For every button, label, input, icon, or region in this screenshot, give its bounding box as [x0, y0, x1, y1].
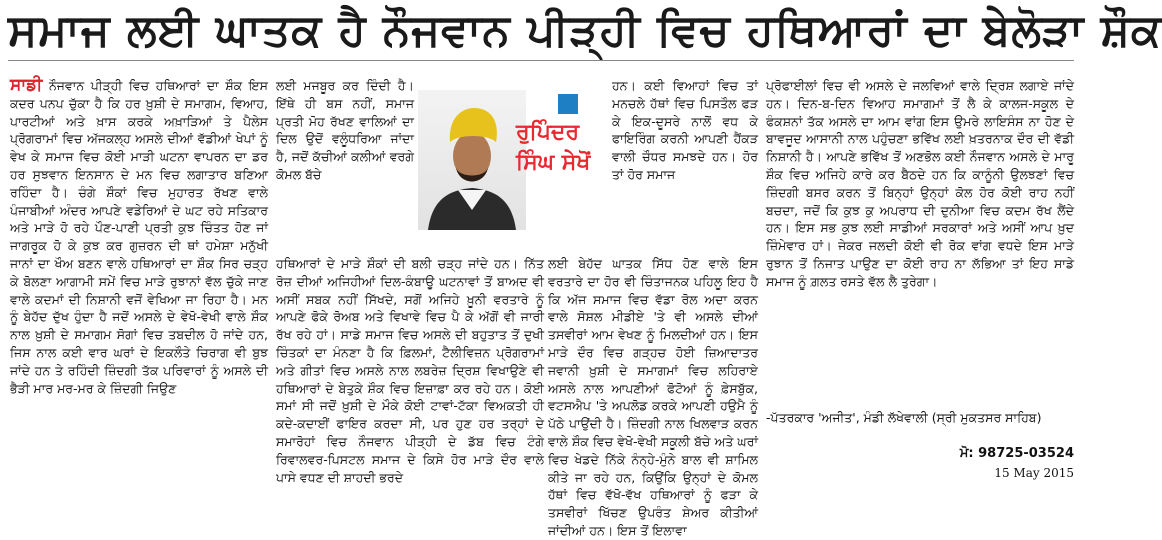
column-3-bottom [548, 255, 758, 538]
author-photo [418, 90, 526, 230]
headline: ਸਮਾਜ ਲਈ ਘਾਤਕ ਹੈ ਨੌਜਵਾਨ ਪੀੜ੍ਹੀ ਵਿਚ ਹਥਿਆਰਾਂ ਦਾ ਬੇਲੋੜਾ ਸ਼ੌਕ [8, 5, 1162, 56]
author-credit: -ਪੱਤਰਕਾਰ 'ਅਜੀਤ', ਮੰਡੀ ਲੱਖੇਵਾਲੀ (ਸ੍ਰੀ ਮੁਕਤਸਰ ਸਾਹਿਬ) [766, 410, 1042, 425]
lead-word: ਸਾਡੀ [10, 75, 43, 95]
column-3-top [612, 77, 758, 253]
column-2-top-text: ਲਈ ਮਜਬੂਰ ਕਰ ਦਿੰਦੀ ਹੈ। ਇੱਥੇ ਹੀ ਬਸ ਨਹੀਂ, ਸਮਾਜ ਪ੍ਰਤੀ ਮੋਹ ਰੱਖਣ ਵਾਲਿਆਂ ਦਾ ਦਿਲ ਉਦੋਂ ਵਲੂੰਧਰਿਆ ਜਾਂਦਾ ਹੈ, ਜਦੋਂ ਕੱਚੀਆਂ ਕਲੀਆਂ ਵਰਗੇ ਕੋਮਲ ਬੱਚੇ [276, 78, 414, 182]
column-1-text [10, 77, 268, 397]
column-1 [10, 77, 268, 525]
column-3-top-text: ਹਨ। ਕਈ ਵਿਆਹਾਂ ਵਿਚ ਤਾਂ ਮਨਚਲੇ ਹੱਥਾਂ ਵਿਚ ਪਿਸਤੌਲ ਫੜ ਕੇ ਇਕ-ਦੂਸਰੇ ਨਾਲੋਂ ਵਧ ਕੇ ਫਾਇਰਿੰਗ ਕਰਨੀ ਆਪਣੀ ਹੈਂਕੜ ਵਾਲੀ ਚੌਧਰ ਸਮਝਦੇ ਹਨ। ਹੋਰ ਤਾਂ ਹੋਰ ਸਮਾਜ [612, 78, 758, 182]
column-2-top [276, 77, 414, 253]
column-4-text: ਪ੍ਰੋਫਾਈਲਾਂ ਵਿਚ ਵੀ ਅਸਲੇ ਦੇ ਜਲਵਿਆਂ ਵਾਲੇ ਦ੍ਰਿਸ਼ ਲਗਾਏ ਜਾਂਦੇ ਹਨ। ਦਿਨ-ਬ-ਦਿਨ ਵਿਆਹ ਸਮਾਗਮਾਂ ਤੋਂ ਲੈ ਕੇ ਕਾਲਜ-ਸਕੂਲ ਦੇ ਫੰਕਸ਼ਨਾਂ ਤੱਕ ਅਸਲੇ ਦਾ ਆਮ ਵਾਂਗ ਇਸ ਉਮਰੇ ਲਾਇਸੰਸ ਨਾ ਹੋਣ ਦੇ ਬਾਵਜੂਦ ਆਸਾਨੀ ਨਾਲ ਪਹੁੰਚਣਾ ਭਵਿੱਖ ਲਈ ਖ਼ਤਰਨਾਕ ਦੌਰ ਦੀ ਵੱਡੀ ਨਿਸ਼ਾਨੀ ਹੈ। ਆਪਣੇ ਭਵਿੱਖ ਤੋਂ ਅਣਭੋਲ ਕਈ ਨੌਜਵਾਨ ਅਸਲੇ ਦੇ ਮਾਰੂ ਸ਼ੌਕ ਵਿਚ ਅਜਿਹੇ ਕਾਰੇ ਕਰ ਬੈਠਦੇ ਹਨ ਕਿ ਕਾਨੂੰਨੀ ਉਲਝਣਾਂ ਵਿਚ ਜ਼ਿੰਦਗੀ ਬਸਰ ਕਰਨ ਤੋਂ ਬਿਨ੍ਹਾਂ ਉਨ੍ਹਾਂ ਕੋਲ ਹੋਰ ਕੋਈ ਰਾਹ ਨਹੀਂ ਬਚਦਾ, ਜਦੋਂ ਕਿ ਕੁਝ ਕੁ ਅਪਰਾਧ ਦੀ ਦੁਨੀਆ ਵਿਚ ਕਦਮ ਰੱਖ ਲੈਂਦੇ ਹਨ। ਇਸ ਸਭ ਕੁਝ ਲਈ ਸਾਡੀਆਂ ਸਰਕਾਰਾਂ ਅਤੇ ਅਸੀਂ ਆਪ ਖ਼ੁਦ ਜ਼ਿੰਮੇਵਾਰ ਹਾਂ। ਜੇਕਰ ਜਲਦੀ ਕੋਈ ਵੀ ਰੋਕ ਵਾਂਗ ਵਧਦੇ ਇਸ ਮਾੜੇ ਰੁਝਾਨ ਤੋਂ ਨਿਜਾਤ ਪਾਉਣ ਦਾ ਕੋਈ ਰਾਹ ਨਾ ਲੱਭਿਆ ਤਾਂ ਇਹ ਸਾਡੇ ਸਮਾਜ ਨੂੰ ਗ਼ਲਤ ਰਸਤੇ ਵੱਲ ਲੈ ਤੁਰੇਗਾ। [766, 78, 1074, 289]
column-1-body: ਨੌਜਵਾਨ ਪੀੜ੍ਹੀ ਵਿਚ ਹਥਿਆਰਾਂ ਦਾ ਸ਼ੌਕ ਇਸ ਕਦਰ ਪਨਪ ਚੁੱਕਾ ਹੈ ਕਿ ਹਰ ਖ਼ੁਸ਼ੀ ਦੇ ਸਮਾਗਮ, ਵਿਆਹ, ਪਾਰਟੀਆਂ ਅਤੇ ਖ਼ਾਸ ਕਰਕੇ ਅਖ਼ਾੜਿਆਂ ਤੇ ਪੈਲੇਸ ਪ੍ਰੋਗਰਾਮਾਂ ਵਿਚ ਅੱਜਕਲ੍ਹ ਅਸਲੇ ਦੀਆਂ ਵੱਡੀਆਂ ਖੇਪਾਂ ਨੂੰ ਵੇਖ ਕੇ ਸਮਾਜ ਵਿਚ ਕੋਈ ਮਾੜੀ ਘਟਨਾ ਵਾਪਰਨ ਦਾ ਡਰ ਹਰ ਸੁਝਵਾਨ ਇਨਸਾਨ ਦੇ ਮਨ ਵਿਚ ਲਗਾਤਾਰ ਬਣਿਆ ਰਹਿੰਦਾ ਹੈ। ਚੰਗੇ ਸ਼ੌਕਾਂ ਵਿਚ ਮੁਹਾਰਤ ਰੱਖਣ ਵਾਲੇ ਪੰਜਾਬੀਆਂ ਅੰਦਰ ਆਪਣੇ ਵਡੇਰਿਆਂ ਦੇ ਘਟ ਰਹੇ ਸਤਿਕਾਰ ਅਤੇ ਮਾੜੇ ਹੋ ਰਹੇ ਪੌਣ-ਪਾਣੀ ਪ੍ਰਤੀ ਕੁਝ ਚਿੰਤਤ ਹੋਣ ਜਾਂ ਜਾਗਰੂਕ ਹੋ ਕੇ ਕੁਝ ਕਰ ਗੁਜ਼ਰਨ ਦੀ ਥਾਂ ਹਮੇਸ਼ਾ ਮਨੁੱਖੀ ਜਾਨਾਂ ਦਾ ਖੌਅ ਬਣਨ ਵਾਲੇ ਹਥਿਆਰਾਂ ਦਾ ਸ਼ੌਕ ਸਿਰ ਚੜ੍ਹ ਕੇ ਬੋਲਣਾ ਆਗਾਮੀ ਸਮੇਂ ਵਿਚ ਮਾੜੇ ਰੁਝਾਨਾਂ ਵੱਲ ਚੁੱਕੇ ਜਾਣ ਵਾਲੇ ਕਦਮਾਂ ਦੀ ਨਿਸ਼ਾਨੀ ਵਜੋਂ ਵੇਖਿਆ ਜਾ ਰਿਹਾ ਹੈ। ਮਨ ਨੂੰ ਬੇਹੱਦ ਦੁੱਖ ਹੁੰਦਾ ਹੈ ਜਦੋਂ ਅਸਲੇ ਦੇ ਵੇਖੋ-ਵੇਖੀ ਵਾਲੇ ਸ਼ੌਕ ਨਾਲ ਖ਼ੁਸ਼ੀ ਦੇ ਸਮਾਗਮ ਸੋਗਾਂ ਵਿਚ ਤਬਦੀਲ ਹੋ ਜਾਂਦੇ ਹਨ, ਜਿਸ ਨਾਲ ਕਈ ਵਾਰ ਘਰਾਂ ਦੇ ਇਕਲੌਤੇ ਚਿਰਾਗ ਵੀ ਬੁਝ ਜਾਂਦੇ ਹਨ ਤੇ ਰਹਿੰਦੀ ਜ਼ਿੰਦਗੀ ਤੱਕ ਪਰਿਵਾਰਾਂ ਨੂੰ ਅਸਲੇ ਦੀ ਭੈੜੀ ਮਾਰ ਮਰ-ਮਰ ਕੇ ਜ਼ਿੰਦਗੀ ਜਿਉਣ [10, 78, 268, 396]
accent-square [558, 94, 578, 114]
author-phone: ਮੋ: 98725-03524 [959, 446, 1074, 461]
author-byline [418, 90, 608, 250]
author-name: ਰੁਪਿੰਦਰ ਸਿੰਘ ਸੇਖੋਂ [516, 120, 591, 175]
column-2-bottom-text: ਹਥਿਆਰਾਂ ਦੇ ਮਾੜੇ ਸ਼ੌਕਾਂ ਦੀ ਬਲੀ ਚੜ੍ਹ ਜਾਂਦੇ ਹਨ। ਨਿੱਤ ਰੋਜ਼ ਦੀਆਂ ਅਜਿਹੀਆਂ ਦਿਲ-ਕੰਬਾਊ ਘਟਨਾਵਾਂ ਤੋਂ ਬਾਅਦ ਵੀ ਅਸੀਂ ਸਬਕ ਨਹੀਂ ਸਿੱਖਦੇ, ਸਗੋਂ ਅਜਿਹੇ ਖ਼ੂਨੀ ਵਰਤਾਰੇ ਨੂੰ ਆਪਣੇ ਫੋਕੇ ਰੋਅਬ ਅਤੇ ਵਿਖਾਵੇ ਵਿਚ ਪੈ ਕੇ ਅੱਗੋਂ ਵੀ ਜਾਰੀ ਰੱਖ ਰਹੇ ਹਾਂ। ਸਾਡੇ ਸਮਾਜ ਵਿਚ ਅਸਲੇ ਦੀ ਬਹੁਤਾਤ ਤੋਂ ਦੁਖੀ ਚਿੰਤਕਾਂ ਦਾ ਮੰਨਣਾ ਹੈ ਕਿ ਫ਼ਿਲਮਾਂ, ਟੈਲੀਵਿਜ਼ਨ ਪ੍ਰੋਗਰਾਮਾਂ ਅਤੇ ਗੀਤਾਂ ਵਿਚ ਅਸਲੇ ਨਾਲ ਲਬਰੇਜ਼ ਦ੍ਰਿਸ਼ ਵਿਖਾਉਣੇ ਵੀ ਹਥਿਆਰਾਂ ਦੇ ਬੇਤੁਕੇ ਸ਼ੌਕ ਵਿਚ ਇਜ਼ਾਫ਼ਾ ਕਰ ਰਹੇ ਹਨ। ਕੋਈ ਸਮਾਂ ਸੀ ਜਦੋਂ ਖ਼ੁਸ਼ੀ ਦੇ ਮੌਕੇ ਕੋਈ ਟਾਵਾਂ-ਟੱਕਾ ਵਿਅਕਤੀ ਹੀ ਕਦੇ-ਕਦਾਈਂ ਫਾਇਰ ਕਰਦਾ ਸੀ, ਪਰ ਹੁਣ ਹਰ ਤਰ੍ਹਾਂ ਦੇ ਸਮਾਰੋਹਾਂ ਵਿਚ ਨੌਜਵਾਨ ਪੀੜ੍ਹੀ ਦੇ ਡੱਬ ਵਿਚ ਟੰਗੇ ਰਿਵਾਲਵਰ-ਪਿਸਟਲ ਸਮਾਜ ਦੇ ਕਿਸੇ ਹੋਰ ਮਾੜੇ ਦੌਰ ਵਾਲੇ ਪਾਸੇ ਵਧਣ ਦੀ ਸ਼ਾਹਦੀ ਭਰਦੇ [276, 256, 544, 485]
headline-rule [8, 60, 1074, 61]
column-3-bottom-text: ਲਈ ਬੇਹੱਦ ਘਾਤਕ ਸਿੱਧ ਹੋਣ ਵਾਲੇ ਇਸ ਵਰਤਾਰੇ ਦਾ ਹੋਰ ਵੀ ਚਿੰਤਾਜਨਕ ਪਹਿਲੂ ਇਹ ਹੈ ਕਿ ਅੱਜ ਸਮਾਜ ਵਿਚ ਵੱਡਾ ਰੋਲ ਅਦਾ ਕਰਨ ਵਾਲੇ ਸੋਸ਼ਲ ਮੀਡੀਏ 'ਤੇ ਵੀ ਅਸਲੇ ਦੀਆਂ ਤਸਵੀਰਾਂ ਆਮ ਵੇਖਣ ਨੂੰ ਮਿਲਦੀਆਂ ਹਨ। ਇਸ ਮਾੜੇ ਦੌਰ ਵਿਚ ਗੜ੍ਹਚ ਹੋਈ ਜ਼ਿਆਦਾਤਰ ਜਵਾਨੀ ਖ਼ੁਸ਼ੀ ਦੇ ਸਮਾਗਮਾਂ ਵਿਚ ਲਹਿਰਾਏ ਅਸਲੇ ਨਾਲ ਆਪਣੀਆਂ ਫੋਟੋਆਂ ਨੂੰ ਫ਼ੇਸਬੁੱਕ, ਵਟਸਐਪ 'ਤੇ ਅਪਲੋਡ ਕਰਕੇ ਆਪਣੀ ਹਉਮੈ ਨੂੰ ਪੱਠੇ ਪਾਉਂਦੀ ਹੈ। ਜ਼ਿੰਦਗੀ ਨਾਲ ਖਿਲਵਾੜ ਕਰਨ ਵਾਲੇ ਸ਼ੌਕ ਵਿਚ ਵੇਖੋ-ਵੇਖੀ ਸਕੂਲੀ ਬੱਚੇ ਅਤੇ ਘਰਾਂ ਵਿਚ ਖੇਡਦੇ ਨਿੱਕੇ ਨੰਨ੍ਹੇ-ਮੁੰਨੇ ਬਾਲ ਵੀ ਸ਼ਾਮਿਲ ਕੀਤੇ ਜਾ ਰਹੇ ਹਨ, ਕਿਉਂਕਿ ਉਨ੍ਹਾਂ ਦੇ ਕੋਮਲ ਹੱਥਾਂ ਵਿਚ ਵੱਖੋ-ਵੱਖ ਹਥਿਆਰਾਂ ਨੂੰ ਫੜਾ ਕੇ ਤਸਵੀਰਾਂ ਖਿੱਚਣ ਉਪਰੰਤ ਸ਼ੇਅਰ ਕੀਤੀਆਂ ਜਾਂਦੀਆਂ ਹਨ। ਇਸ ਤੋਂ ਇਲਾਵਾ [548, 256, 758, 538]
column-4 [766, 77, 1074, 407]
publish-date: 15 May 2015 [994, 466, 1074, 480]
column-2-bottom [276, 255, 544, 525]
author-portrait-icon [418, 90, 526, 230]
